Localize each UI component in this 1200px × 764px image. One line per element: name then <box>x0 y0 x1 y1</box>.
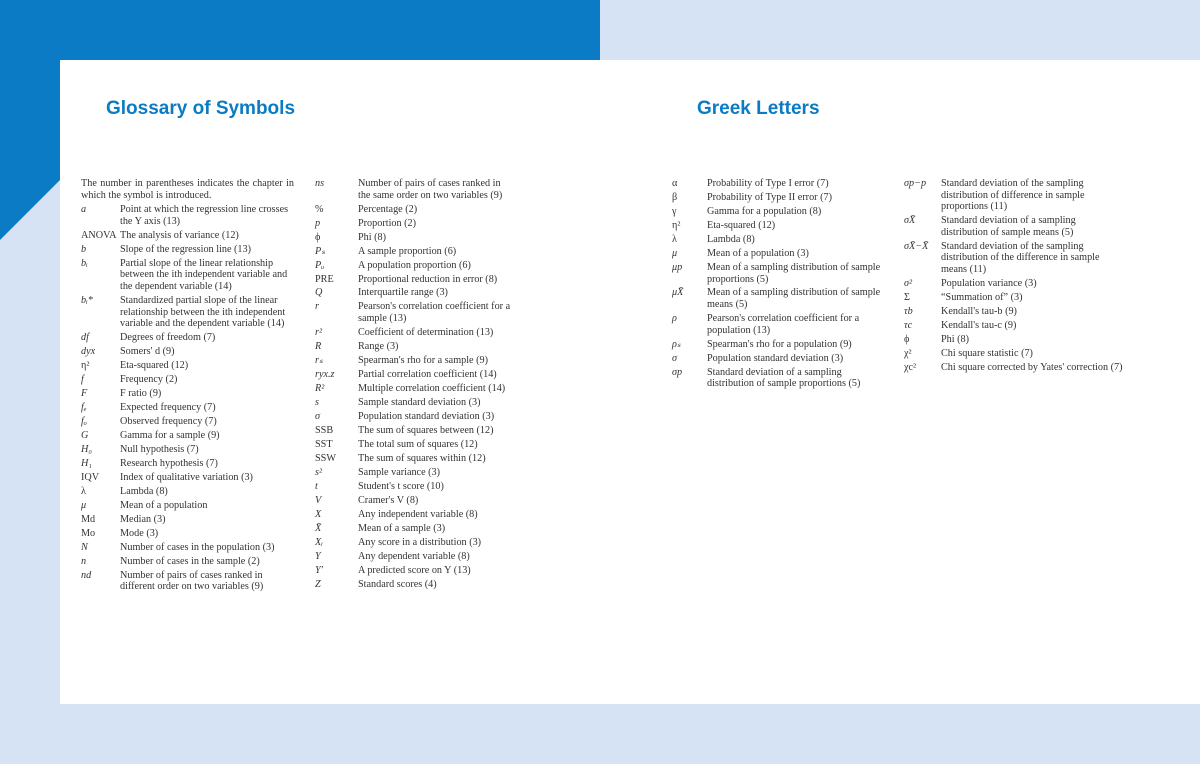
entry-symbol: N <box>81 541 88 553</box>
entry-definition: Proportional reduction in error (8) <box>358 273 498 285</box>
entry-symbol: ρₛ <box>672 338 681 350</box>
entry-definition: Population standard deviation (3) <box>358 410 495 422</box>
entry-symbol: χ² <box>904 347 912 359</box>
entry-definition: The sum of squares between (12) <box>358 424 494 436</box>
glossary-entry <box>81 542 294 554</box>
entry-symbol: X <box>315 508 322 520</box>
glossary-entry <box>81 295 294 330</box>
glossary-entry <box>315 425 515 437</box>
entry-symbol: s² <box>315 466 323 478</box>
top-accent-band <box>0 0 600 60</box>
glossary-entry <box>315 411 515 423</box>
entry-symbol: H₀ <box>81 443 92 455</box>
glossary-entry <box>81 402 294 414</box>
glossary-entry <box>81 416 294 428</box>
glossary-entry <box>81 258 294 293</box>
glossary-entry <box>904 278 1124 290</box>
entry-symbol: fₒ <box>81 415 87 427</box>
entry-symbol: σ <box>315 410 321 422</box>
entry-symbol: λ <box>672 233 677 245</box>
glossary-entry <box>904 320 1124 332</box>
glossary-entry <box>81 570 294 593</box>
entry-symbol: β <box>672 191 678 203</box>
entry-symbol: Mo <box>81 527 96 539</box>
entry-symbol: SST <box>315 438 333 450</box>
entry-definition: Pearson's correlation coefficient for a population (13) <box>707 313 860 336</box>
glossary-entry <box>904 178 1124 213</box>
entry-definition: Kendall's tau-b (9) <box>941 305 1017 317</box>
glossary-entry <box>904 306 1124 318</box>
entry-definition: Multiple correlation coefficient (14) <box>358 382 506 394</box>
entry-definition: Any score in a distribution (3) <box>358 536 482 548</box>
entry-symbol: σp <box>672 366 683 378</box>
glossary-entry <box>315 218 515 230</box>
entry-symbol: μ <box>81 499 87 511</box>
glossary-entry <box>904 362 1124 374</box>
glossary-entry <box>315 481 515 493</box>
glossary-entry <box>315 301 515 324</box>
entry-definition: Kendall's tau-c (9) <box>941 319 1017 331</box>
entry-definition: Slope of the regression line (13) <box>120 243 251 255</box>
entry-definition: Somers' d (9) <box>120 346 175 358</box>
entry-definition: Standardized partial slope of the linear relationship between the ith independent variable and the dependent variable (14) <box>120 294 286 330</box>
entry-definition: Number of cases in the sample (2) <box>120 555 260 567</box>
glossary-entry <box>904 334 1124 346</box>
glossary-entry <box>672 287 890 310</box>
glossary-entry <box>81 430 294 442</box>
entry-definition: Probability of Type I error (7) <box>707 178 829 189</box>
entry-definition: Gamma for a population (8) <box>707 205 822 217</box>
entry-definition: Standard deviation of a sampling distribution of sample proportions (5) <box>707 366 861 390</box>
entry-definition: Range (3) <box>358 341 399 353</box>
glossary-entry <box>672 313 890 336</box>
glossary-entry <box>315 579 515 591</box>
glossary-entry <box>81 332 294 344</box>
glossary-entry <box>904 292 1124 304</box>
glossary-entry <box>672 262 890 285</box>
entry-symbol: rₛ <box>315 355 323 367</box>
glossary-title: Glossary of Symbols <box>106 98 296 119</box>
glossary-entry <box>315 495 515 507</box>
glossary-entry <box>81 346 294 358</box>
glossary-entry <box>315 341 515 353</box>
entry-symbol: Pₛ <box>315 245 326 257</box>
entry-definition: Population standard deviation (3) <box>707 352 844 364</box>
entry-definition: Phi (8) <box>941 333 970 345</box>
glossary-entry <box>672 178 890 190</box>
glossary-entry <box>81 514 294 526</box>
glossary-entry <box>315 178 515 201</box>
entry-symbol: G <box>81 429 89 441</box>
glossary-entry <box>81 486 294 498</box>
entry-definition: Population variance (3) <box>941 277 1037 289</box>
glossary-entry <box>672 339 890 351</box>
glossary-entry <box>315 523 515 535</box>
entry-definition: Number of pairs of cases ranked in the same order on two variables (9) <box>358 178 503 201</box>
greek-letters-title: Greek Letters <box>697 98 820 119</box>
entry-symbol: dyx <box>81 346 96 358</box>
entry-definition: Partial correlation coefficient (14) <box>358 369 497 380</box>
entry-definition: Mean of a sampling distribution of sample means (5) <box>707 287 881 311</box>
entry-definition: A population proportion (6) <box>358 259 471 271</box>
entry-symbol: n <box>81 555 87 567</box>
entry-definition: Partial slope of the linear relationship between the ith independent variable and the dependent variable (14) <box>120 257 288 292</box>
entry-symbol: nd <box>81 569 92 581</box>
entry-symbol: bᵢ* <box>81 294 93 306</box>
entry-definition: Number of cases in the population (3) <box>120 541 275 553</box>
glossary-entry <box>81 374 294 386</box>
entry-definition: Sample variance (3) <box>358 466 441 478</box>
entry-definition: A predicted score on Y (13) <box>358 564 471 576</box>
glossary-entry <box>315 327 515 339</box>
entry-definition: Pearson's correlation coefficient for a sample (13) <box>358 301 511 325</box>
entry-definition: A sample proportion (6) <box>358 245 457 257</box>
entry-symbol: λ <box>81 485 86 497</box>
entry-definition: Standard deviation of a sampling distribution of sample means (5) <box>941 215 1076 238</box>
entry-definition: Mean of a population (3) <box>707 247 809 259</box>
entry-symbol: bᵢ <box>81 257 88 269</box>
glossary-entry <box>315 453 515 465</box>
glossary-entry <box>81 244 294 256</box>
entry-symbol: r² <box>315 327 323 339</box>
entry-definition: Standard deviation of the sampling distribution of the difference in sample means (11) <box>941 240 1100 275</box>
glossary-entry <box>81 556 294 568</box>
entry-symbol: σX̄ <box>904 215 916 227</box>
glossary-entry <box>81 528 294 540</box>
entry-definition: Eta-squared (12) <box>707 219 776 231</box>
greek-column-1 <box>672 178 890 392</box>
entry-symbol: σ² <box>904 277 913 289</box>
entry-definition: The analysis of variance (12) <box>120 229 239 241</box>
glossary-entry <box>315 551 515 563</box>
entry-symbol: ns <box>315 178 325 189</box>
left-accent-band <box>0 0 60 240</box>
entry-symbol: IQV <box>81 471 100 483</box>
glossary-entry <box>315 383 515 395</box>
glossary-entry <box>81 472 294 484</box>
entry-symbol: Xᵢ <box>315 536 323 548</box>
entry-definition: Mode (3) <box>120 527 159 539</box>
entry-definition: Lambda (8) <box>120 485 168 497</box>
entry-definition: Frequency (2) <box>120 374 178 386</box>
entry-definition: Standard deviation of the sampling distribution of difference in sample proportions (11) <box>941 178 1085 213</box>
entry-definition: Standard scores (4) <box>358 578 437 590</box>
entry-definition: Median (3) <box>120 513 166 525</box>
glossary-entry <box>904 241 1124 276</box>
entry-symbol: τc <box>904 319 913 331</box>
glossary-entry <box>315 355 515 367</box>
entry-symbol: df <box>81 332 89 344</box>
entry-definition: Number of pairs of cases ranked in different order on two variables (9) <box>120 569 264 593</box>
entry-symbol: ϕ <box>315 231 321 243</box>
entry-symbol: R <box>315 341 322 353</box>
glossary-entry <box>315 369 515 381</box>
entry-symbol: f <box>81 374 84 386</box>
entry-symbol: Y′ <box>315 564 323 576</box>
entry-symbol: μ <box>672 247 678 259</box>
entry-symbol: Z <box>315 578 321 590</box>
entry-definition: Spearman's rho for a population (9) <box>707 338 852 350</box>
entry-definition: Gamma for a sample (9) <box>120 429 220 441</box>
glossary-entry <box>672 206 890 218</box>
glossary-entry <box>315 246 515 258</box>
entry-symbol: PRE <box>315 273 334 285</box>
entry-definition: Chi square statistic (7) <box>941 347 1033 359</box>
glossary-entry <box>315 565 515 577</box>
entry-definition: Coefficient of determination (13) <box>358 327 494 339</box>
glossary-entry <box>315 509 515 521</box>
entry-symbol: t <box>315 480 318 492</box>
glossary-entry <box>672 192 890 204</box>
bottom-corner-notch <box>60 704 240 764</box>
entry-definition: Research hypothesis (7) <box>120 457 218 469</box>
glossary-entry <box>672 367 890 390</box>
entry-symbol: p <box>315 217 321 229</box>
entry-definition: Mean of a sample (3) <box>358 522 446 534</box>
entry-definition: F ratio (9) <box>120 388 162 400</box>
entry-symbol: α <box>672 178 678 189</box>
entry-symbol: fₑ <box>81 402 87 413</box>
entry-symbol: μp <box>672 261 683 273</box>
entry-definition: Spearman's rho for a sample (9) <box>358 355 488 367</box>
entry-definition: Lambda (8) <box>707 233 755 245</box>
entry-definition: Degrees of freedom (7) <box>120 332 216 344</box>
entry-definition: Chi square corrected by Yates' correction (7) <box>941 361 1123 373</box>
glossary-entry <box>81 458 294 470</box>
entry-symbol: Y <box>315 550 321 562</box>
glossary-entry <box>315 467 515 479</box>
entry-symbol: V <box>315 494 322 506</box>
entry-definition: Any dependent variable (8) <box>358 550 470 562</box>
glossary-entry <box>81 500 294 512</box>
entry-symbol: σp−p <box>904 178 927 189</box>
glossary-entry <box>315 439 515 451</box>
entry-definition: Phi (8) <box>358 231 387 243</box>
entry-symbol: ANOVA <box>81 229 117 241</box>
entry-symbol: a <box>81 204 87 216</box>
entry-definition: “Summation of” (3) <box>941 291 1023 303</box>
entry-symbol: b <box>81 243 87 255</box>
entry-symbol: σ <box>672 352 678 364</box>
glossary-intro: The number in parentheses indicates the chapter in which the symbol is introduced. <box>81 178 294 201</box>
entry-symbol: σX̄−X̄ <box>904 240 929 252</box>
entry-definition: Index of qualitative variation (3) <box>120 471 253 483</box>
entry-symbol: μX̄ <box>672 287 684 299</box>
entry-symbol: SSB <box>315 424 334 436</box>
entry-symbol: ρ <box>672 313 677 325</box>
greek-column-2 <box>904 178 1124 376</box>
glossary-entry <box>315 287 515 299</box>
entry-definition: Eta-squared (12) <box>120 360 189 372</box>
entry-symbol: F <box>81 388 88 400</box>
glossary-entry <box>81 204 294 227</box>
glossary-entry <box>315 397 515 409</box>
glossary-entry <box>904 348 1124 360</box>
entry-definition: Observed frequency (7) <box>120 415 217 427</box>
entry-definition: Percentage (2) <box>358 203 418 215</box>
entry-definition: Probability of Type II error (7) <box>707 191 832 203</box>
glossary-entry <box>81 360 294 372</box>
entry-definition: Mean of a sampling distribution of sample proportions (5) <box>707 261 881 285</box>
glossary-entry <box>81 444 294 456</box>
glossary-entry <box>81 388 294 400</box>
entry-definition: The total sum of squares (12) <box>358 438 478 450</box>
entry-definition: Null hypothesis (7) <box>120 443 199 455</box>
entry-definition: Any independent variable (8) <box>358 508 478 520</box>
entry-symbol: η² <box>81 360 90 372</box>
entry-symbol: r <box>315 301 319 313</box>
entry-symbol: Md <box>81 513 96 525</box>
entry-symbol: H₁ <box>81 457 92 469</box>
glossary-column-2 <box>315 178 515 593</box>
entry-symbol: ryx.z <box>315 369 335 380</box>
glossary-entry <box>315 274 515 286</box>
entry-symbol: SSW <box>315 452 336 464</box>
entry-definition: Proportion (2) <box>358 217 417 229</box>
glossary-entry <box>672 248 890 260</box>
entry-definition: Sample standard deviation (3) <box>358 396 481 408</box>
entry-definition: Expected frequency (7) <box>120 402 216 413</box>
entry-symbol: η² <box>672 219 681 231</box>
glossary-entry <box>315 232 515 244</box>
entry-symbol: γ <box>672 205 677 217</box>
glossary-column-1 <box>81 178 294 595</box>
entry-definition: Point at which the regression line crosses the Y axis (13) <box>120 204 289 227</box>
entry-symbol: χc² <box>904 361 917 373</box>
glossary-entry <box>904 215 1124 238</box>
glossary-entry <box>672 234 890 246</box>
entry-definition: The sum of squares within (12) <box>358 452 486 464</box>
entry-symbol: % <box>315 203 324 215</box>
entry-symbol: τb <box>904 305 913 317</box>
glossary-entry <box>315 204 515 216</box>
entry-symbol: ϕ <box>904 333 910 345</box>
glossary-entry <box>672 353 890 365</box>
glossary-entry <box>81 230 294 242</box>
entry-symbol: Q <box>315 287 323 299</box>
entry-definition: Cramer's V (8) <box>358 494 419 506</box>
entry-symbol: s <box>315 396 319 408</box>
entry-definition: Interquartile range (3) <box>358 287 448 299</box>
entry-symbol: Pᵤ <box>315 259 325 271</box>
glossary-entry <box>315 537 515 549</box>
entry-symbol: Σ <box>904 291 910 303</box>
entry-symbol: X̄ <box>315 522 322 534</box>
glossary-entry <box>672 220 890 232</box>
entry-definition: Mean of a population <box>120 499 208 511</box>
glossary-entry <box>315 260 515 272</box>
entry-symbol: R² <box>315 382 325 394</box>
entry-definition: Student's t score (10) <box>358 480 444 492</box>
